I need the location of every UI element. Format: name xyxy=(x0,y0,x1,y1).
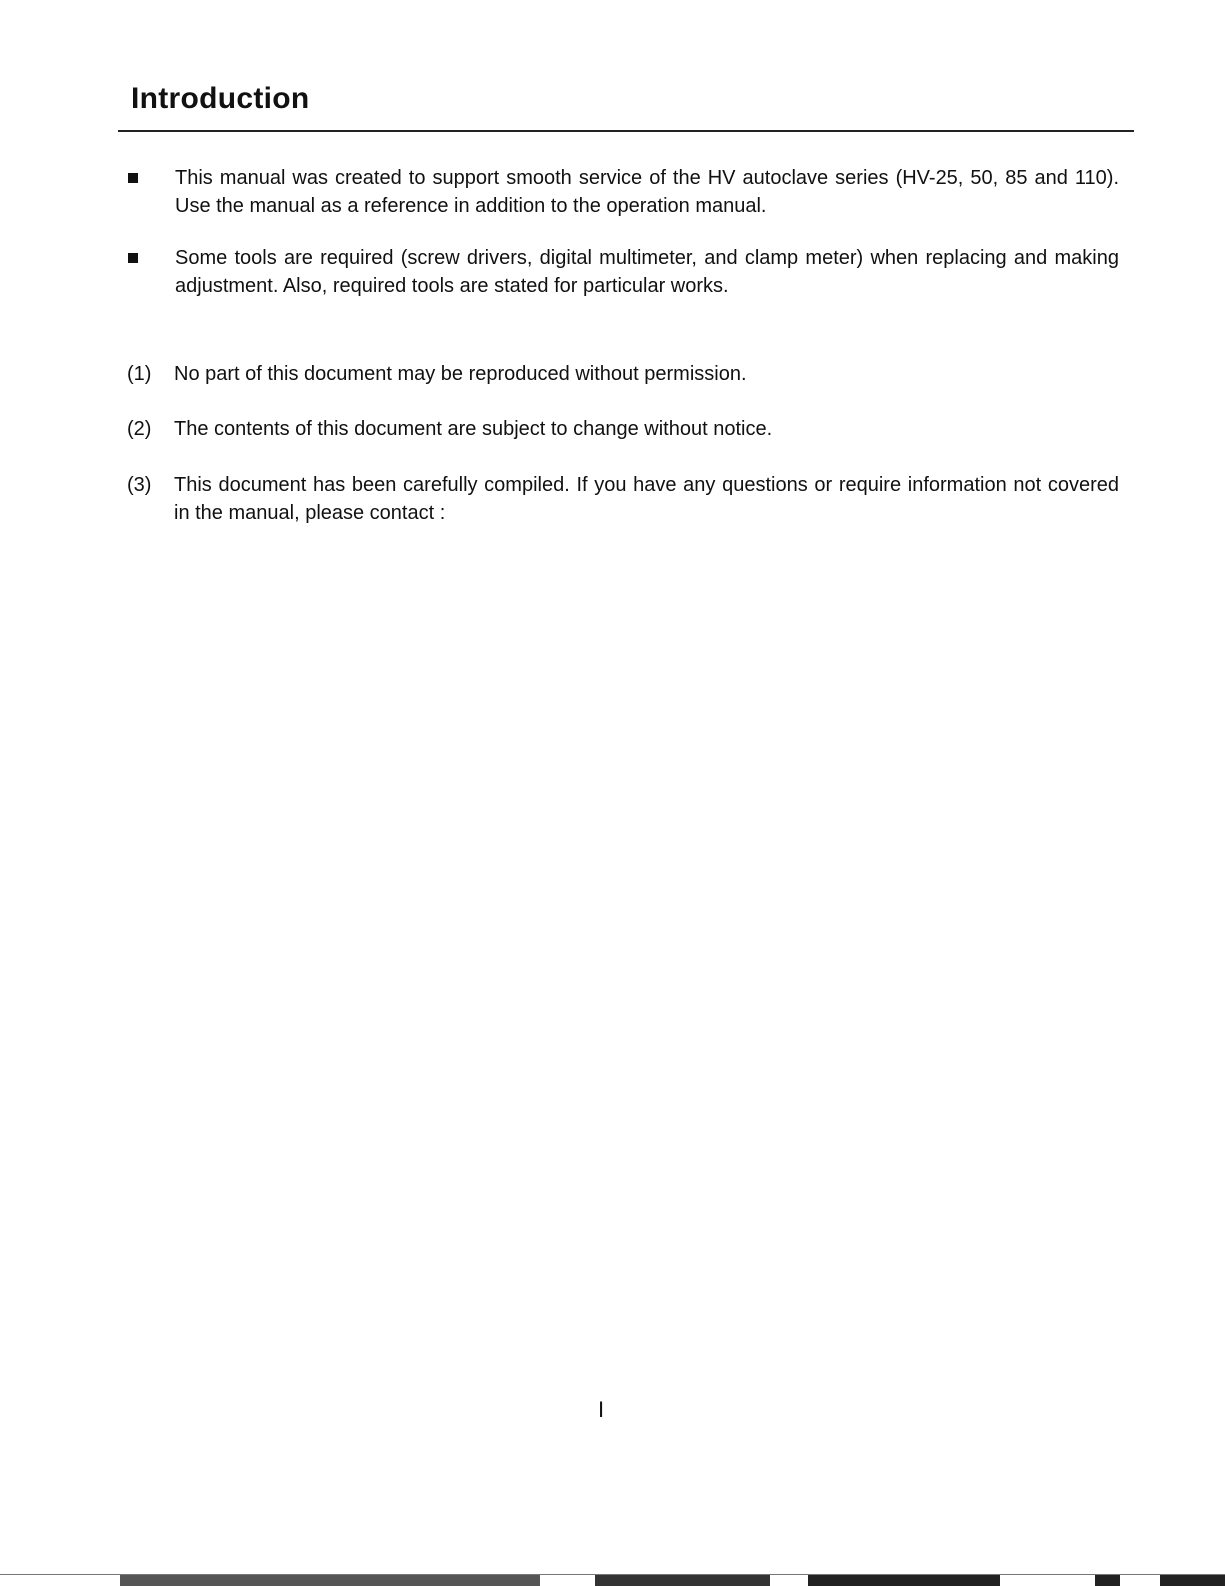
item-text: The contents of this document are subject to change without notice. xyxy=(174,418,773,440)
bullet-item xyxy=(128,164,1119,220)
numbered-item xyxy=(127,471,1119,527)
scan-edge-artifact xyxy=(0,1574,1225,1586)
square-bullet-icon xyxy=(128,173,138,183)
title-divider xyxy=(118,130,1134,132)
numbered-item xyxy=(127,415,1119,443)
bullet-text: Some tools are required (screw drivers, digital multimeter, and clamp meter) when replacing and making adjustment. Also, required tools are stated for particular works. xyxy=(175,247,1119,297)
item-number: (2) xyxy=(127,418,152,440)
item-number: (1) xyxy=(127,363,152,385)
item-number: (3) xyxy=(127,474,152,496)
item-text: This document has been carefully compiled. If you have any questions or require information not covered in the manual, please contact : xyxy=(174,474,1119,524)
bullet-item xyxy=(128,244,1119,300)
page-title: Introduction xyxy=(131,82,310,115)
item-text: No part of this document may be reproduced without permission. xyxy=(174,363,747,385)
bullet-text: This manual was created to support smooth service of the HV autoclave series (HV-25, 50, 85 and 110). Use the manual as a reference in addition to the operation manual. xyxy=(175,167,1119,217)
numbered-item xyxy=(127,360,1119,388)
page-number: I xyxy=(598,1397,605,1422)
square-bullet-icon xyxy=(128,253,138,263)
